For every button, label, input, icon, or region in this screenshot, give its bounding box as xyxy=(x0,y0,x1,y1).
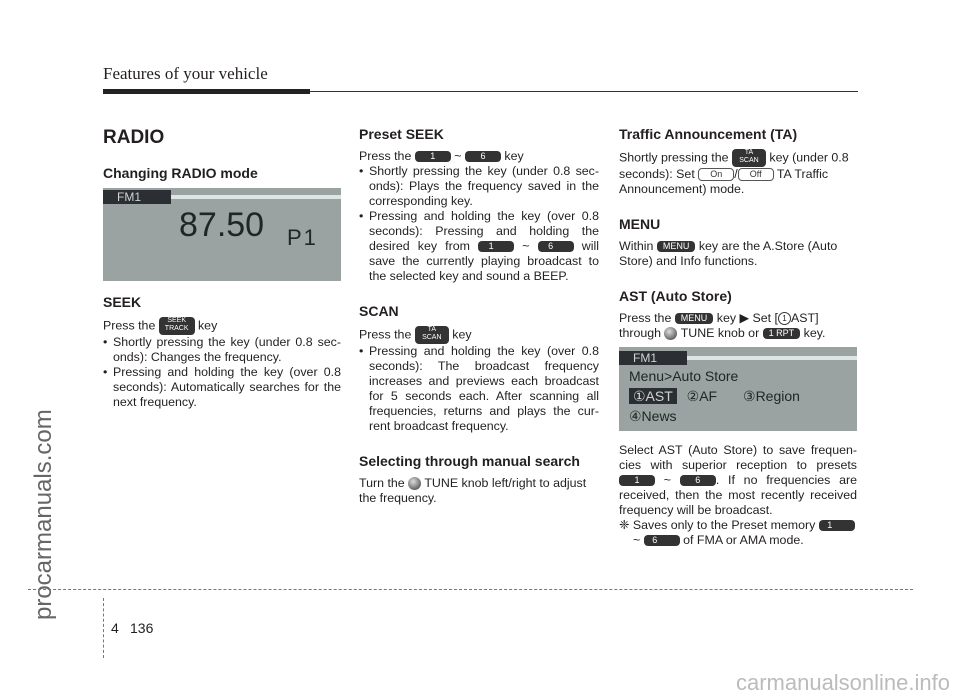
preset-1-key: 1 xyxy=(478,241,514,252)
number-1-icon: 1 xyxy=(778,312,791,325)
option-ast: ①AST xyxy=(629,388,677,404)
preset-6-key: 6 xyxy=(538,241,574,252)
preset-press-line: Press the 1 ~ 6 key xyxy=(359,149,524,163)
ta-section xyxy=(619,125,857,197)
preset-6-key: 6 xyxy=(644,535,680,546)
radio-display xyxy=(103,188,341,281)
preset-readout: P1 xyxy=(287,225,318,250)
menu-heading: MENU xyxy=(619,216,661,232)
seek-press-line: Press the SEEK TRACK key xyxy=(103,317,341,335)
band-label: FM1 xyxy=(619,351,687,365)
header-bar xyxy=(103,89,310,94)
list-item: • Shortly pressing the key (under 0.8 sec-onds): Changes the frequency. xyxy=(103,335,341,365)
menu-text: Within MENU key are the A.Store (Auto Store) and Info functions. xyxy=(619,239,838,268)
arrow-right-icon: ▶ xyxy=(739,311,750,325)
preset-6-key: 6 xyxy=(680,475,716,486)
list-item: • Shortly pressing the key (under 0.8 sec-onds): Plays the frequency saved in the corresponding key. xyxy=(359,164,599,209)
page-number: 136 xyxy=(130,620,154,636)
seek-heading: SEEK xyxy=(103,294,142,310)
manual-text: Turn the TUNE knob left/right to adjust the frequency. xyxy=(359,476,587,505)
ta-scan-key: TA SCAN xyxy=(415,326,449,344)
side-watermark: procarmanuals.com xyxy=(30,409,57,620)
frequency-readout: 87.50 xyxy=(179,206,265,244)
footer-rule xyxy=(28,589,913,590)
mode-heading: Changing RADIO mode xyxy=(103,165,258,181)
menu-display xyxy=(619,347,857,431)
column-2 xyxy=(359,125,599,506)
on-option: On xyxy=(698,168,734,181)
display-strip xyxy=(687,356,857,360)
note: ❈ Saves only to the Preset memory 1 ~ 6 of FMA or AMA mode. xyxy=(619,518,857,548)
preset-1-key: 1 xyxy=(619,475,655,486)
off-option: Off xyxy=(738,168,774,181)
scan-section xyxy=(359,302,599,434)
column-3 xyxy=(619,125,857,548)
footer-divider xyxy=(103,598,104,658)
list-item: • Pressing and holding the key (over 0.8 seconds): The broadcast frequency increases and previews each broadcast for 5 seconds each. After scanning all frequencies, returns and plays the cur-rent broadcast frequency. xyxy=(359,344,599,434)
tune-knob-icon xyxy=(408,477,421,490)
preset-seek-section xyxy=(359,125,599,284)
column-1 xyxy=(103,125,341,410)
option-af: ②AF xyxy=(686,388,718,404)
manual-heading: Selecting through manual search xyxy=(359,453,580,469)
menu-section xyxy=(619,215,857,269)
preset-1-key: 1 xyxy=(819,520,855,531)
preset-heading: Preset SEEK xyxy=(359,126,444,142)
list-item: • Pressing and holding the key (over 0.8 seconds): Pressing and holding the desired key from 1 ~ 6 will save the currently playing broadcast to the selected key and sound a BEEP. xyxy=(359,209,599,284)
preset-1-key: 1 xyxy=(415,151,451,162)
display-strip xyxy=(171,195,341,199)
option-news: ④News xyxy=(629,408,677,424)
ast-description: Select AST (Auto Store) to save frequen-cies with superior reception to presets 1 ~ 6 . If no frequencies are received, then the most recently received frequency will be broadcast. xyxy=(619,443,857,517)
scan-heading: SCAN xyxy=(359,303,399,319)
band-label: FM1 xyxy=(103,190,171,204)
menu-options-row xyxy=(629,389,800,404)
ta-heading: Traffic Announcement (TA) xyxy=(619,126,798,142)
menu-path: Menu>Auto Store xyxy=(629,368,739,384)
radio-title: RADIO xyxy=(103,127,165,148)
preset-6-key: 6 xyxy=(465,151,501,162)
ast-section xyxy=(619,287,857,548)
menu-key: MENU xyxy=(675,313,714,324)
ast-text: Press the MENU key ▶ Set [ 1 AST] through TUNE knob or 1 RPT key. xyxy=(619,311,826,340)
section-title: Features of your vehicle xyxy=(103,64,268,83)
scan-list xyxy=(359,344,599,434)
ta-text: Shortly pressing the TA SCAN key (under 0.8 seconds): Set On / Off TA Traffic Announcement) mode. xyxy=(619,149,849,196)
menu-key: MENU xyxy=(657,241,696,252)
seek-track-key: SEEK TRACK xyxy=(159,317,195,335)
option-region: ③Region xyxy=(743,388,800,404)
manual-search-section xyxy=(359,452,599,506)
seek-list xyxy=(103,335,341,410)
list-item: • Pressing and holding the key (over 0.8 seconds): Automatically searches for the next frequency. xyxy=(103,365,341,410)
footer-watermark: carmanualsonline.info xyxy=(735,670,950,695)
preset-list xyxy=(359,164,599,284)
ast-heading: AST (Auto Store) xyxy=(619,288,732,304)
tune-knob-icon xyxy=(664,327,677,340)
rpt-key: 1 RPT xyxy=(763,328,801,339)
scan-press-line: Press the TA SCAN key xyxy=(359,326,599,344)
chapter-number: 4 xyxy=(111,620,119,636)
note-mark: ❈ xyxy=(619,518,630,532)
ta-scan-key: TA SCAN xyxy=(732,149,766,167)
header-rule xyxy=(310,91,858,92)
